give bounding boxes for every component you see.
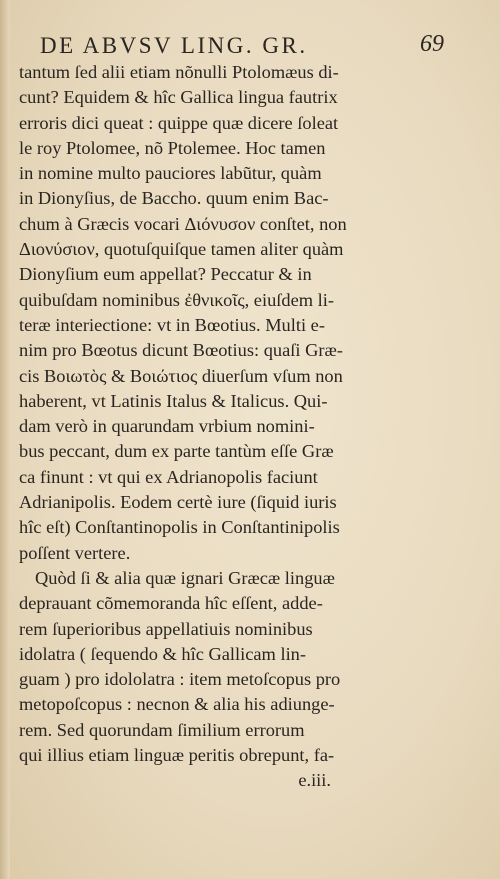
- text-line: haberent, vt Latinis Italus & Italicus. Qui-: [19, 390, 328, 411]
- text-line: cis Βοιωτὸς & Βοιώτιος diuerſum vſum non: [19, 365, 343, 386]
- text-line: in Dionyſius, de Baccho. quum enim Bac-: [19, 188, 329, 209]
- text-line: erroris dici queat : quippe quæ dicere ſoleat: [19, 112, 339, 133]
- text-line: cunt? Equidem & hîc Gallica lingua fautrix: [19, 87, 338, 108]
- text-line: in nomine multo pauciores labũtur, quàm: [19, 163, 322, 184]
- text-line: chum à Græcis vocari Διόνυσον conſtet, non: [19, 213, 347, 234]
- text-line: qui illius etiam linguæ peritis obrepunt, fa-: [19, 745, 335, 766]
- text-line: metopoſcopus : necnon & alia his adiunge-: [19, 694, 335, 715]
- page-number: 69: [420, 31, 444, 57]
- text-line: quibuſdam nominibus ἐθνικοῖς, eiuſdem li-: [19, 289, 334, 310]
- text-line: Adrianipolis. Eodem certè iure (ſiquid iuris: [19, 492, 337, 513]
- text-line: Διονύσιον, quotuſquiſque tamen aliter quàm: [19, 239, 344, 260]
- text-line: ca finunt : vt qui ex Adrianopolis faciunt: [19, 466, 318, 487]
- text-line: hîc eſt) Conſtantinopolis in Conſtantinipolis: [19, 517, 340, 538]
- text-line: rem ſuperioribus appellatiuis nominibus: [19, 618, 313, 639]
- text-line: poſſent vertere.: [19, 542, 131, 563]
- text-line: deprauant cõmemoranda hîc eſſent, adde-: [19, 593, 323, 614]
- text-line: idolatra ( ſequendo & hîc Gallicam lin-: [19, 643, 307, 664]
- page-gutter-shadow: [0, 0, 10, 879]
- body-text: [19, 60, 383, 794]
- running-title: DE ABVSV LING. GR.: [40, 33, 308, 58]
- text-line: tantum ſed alii etiam nõnulli Ptolomæus di-: [19, 62, 339, 82]
- paragraph-start-line: Quòd ſi & alia quæ ignari Græcæ linguæ: [35, 567, 335, 588]
- text-line: teræ interiectione: vt in Bœotius. Multi e-: [19, 314, 325, 335]
- text-line: le roy Ptolomee, nõ Ptolemee. Hoc tamen: [19, 137, 326, 158]
- text-line: bus peccant, dum ex parte tantùm eſſe Græ: [19, 441, 334, 462]
- text-line: guam ) pro idololatra : item metoſcopus pro: [19, 669, 341, 690]
- text-line: Dionyſium eum appellat? Peccatur & in: [19, 264, 312, 285]
- signature-mark: e.iii.: [298, 770, 331, 791]
- text-line: dam verò in quarundam vrbium nomini-: [19, 416, 315, 437]
- text-line: nim pro Bœotus dicunt Bœotius: quaſi Græ-: [19, 340, 343, 361]
- text-line: rem. Sed quorundam ſimilium errorum: [19, 719, 305, 740]
